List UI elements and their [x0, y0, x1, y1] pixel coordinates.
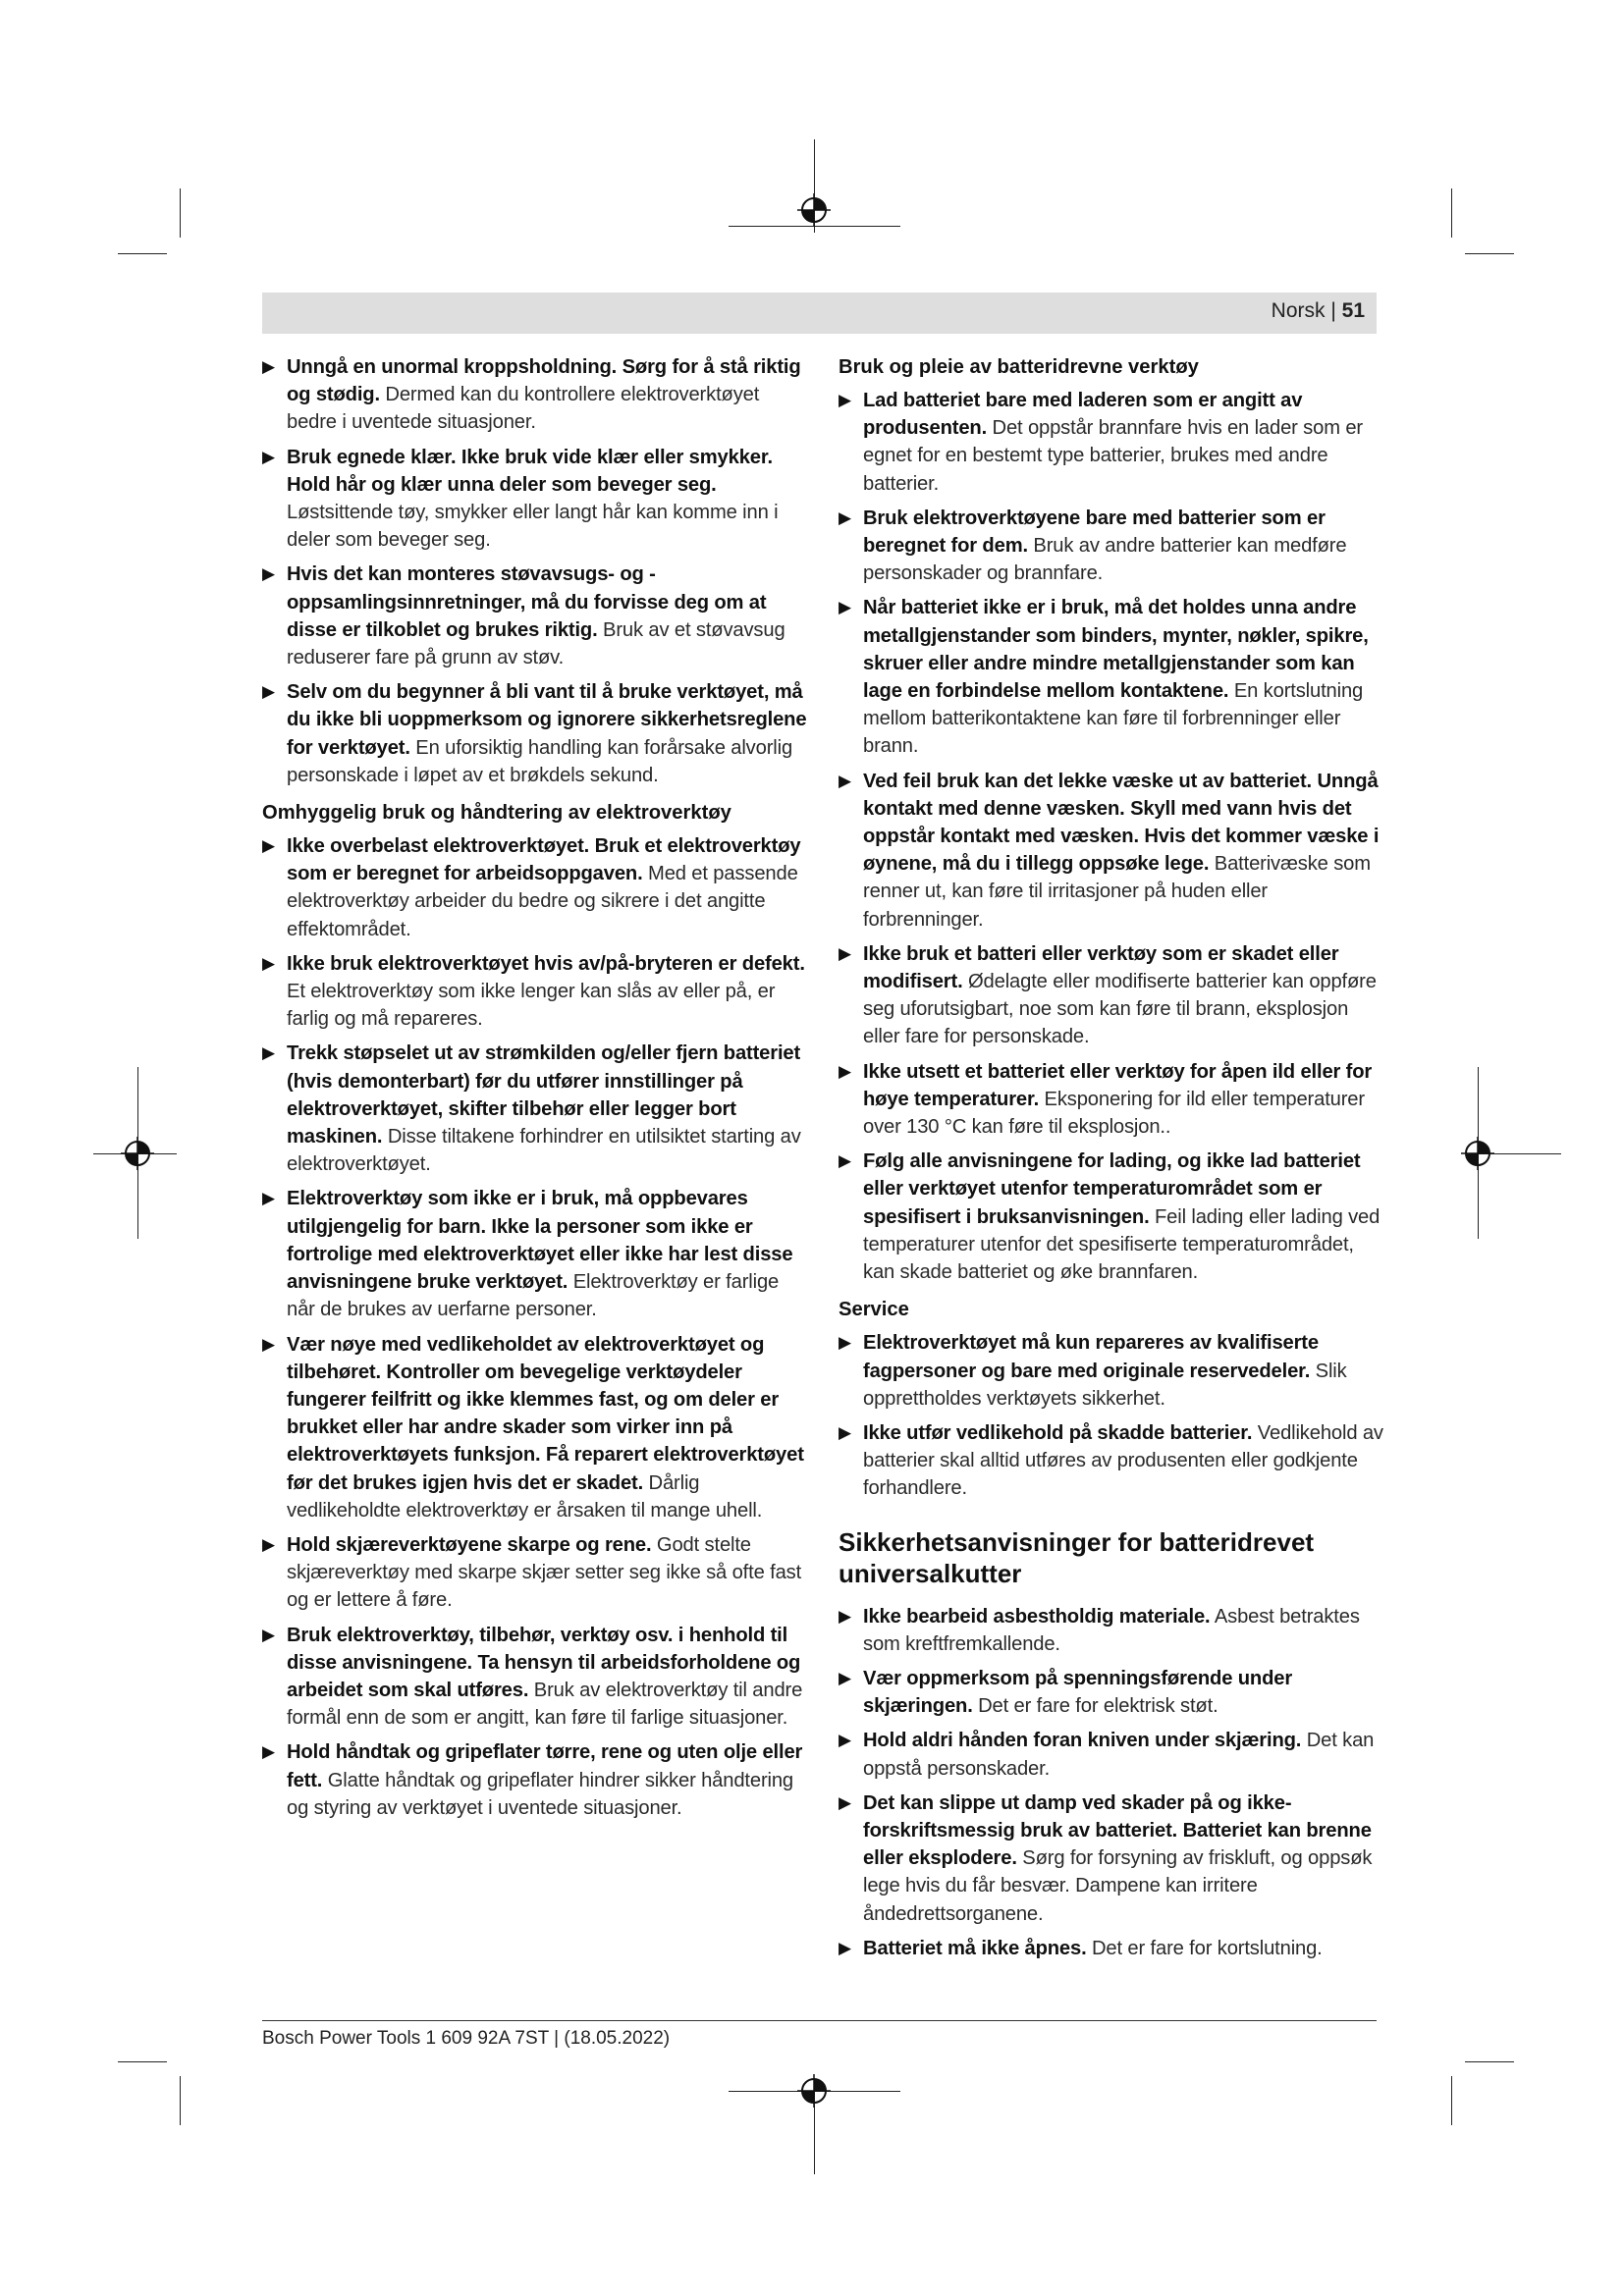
safety-instruction	[262, 832, 807, 943]
instruction-bold: Hold håndtak og gripeflater tørre, rene og uten olje eller fett.	[287, 1741, 803, 1791]
crop-mark	[118, 253, 167, 254]
left-column	[262, 353, 807, 1829]
instruction-bold: Ved feil bruk kan det lekke væske ut av batteriet. Unngå kontakt med denne væsken. Skyll med vann hvis det oppstår kontakt med væsken. Hvis det kommer væske i øynene, må du i tillegg oppsøke lege.	[863, 770, 1380, 876]
instruction-bold: Hold aldri hånden foran kniven under skjæring.	[863, 1730, 1302, 1752]
bullet-triangle-icon: ▶	[262, 564, 275, 584]
bullet-triangle-icon: ▶	[839, 1938, 851, 1957]
instruction-bold: Ikke utsett et batteriet eller verktøy for åpen ild eller for høye temperaturer.	[863, 1060, 1373, 1110]
instruction-text: Løstsittende tøy, smykker eller langt hår kan komme inn i deler som beveger seg.	[287, 502, 779, 552]
bullet-triangle-icon: ▶	[839, 1792, 851, 1812]
instruction-bold: Ikke utfør vedlikehold på skadde batterier.	[863, 1421, 1253, 1444]
safety-instruction	[262, 1185, 807, 1323]
instruction-text: Batterivæske som renner ut, kan føre til irritasjoner på huden eller forbrenninger.	[863, 853, 1371, 931]
instruction-text: Det er fare for kortslutning.	[1086, 1937, 1323, 1959]
safety-instruction	[839, 940, 1388, 1051]
bullet-triangle-icon: ▶	[839, 1731, 851, 1750]
instruction-text: Godt stelte skjæreverktøy med skarpe skjær setter seg ikke så ofte fast og er lettere å føre.	[287, 1533, 802, 1612]
instruction-text: Eksponering for ild eller temperaturer over 130 °C kan føre til eksplosjon..	[863, 1088, 1365, 1139]
bullet-triangle-icon: ▶	[839, 1606, 851, 1626]
instruction-bold: Unngå en unormal kroppsholdning. Sørg for å stå riktig og stødig.	[287, 356, 801, 406]
safety-instruction	[839, 1603, 1388, 1658]
instruction-bold: Ikke bruk elektroverktøyet hvis av/på-bryteren er defekt.	[287, 952, 805, 975]
crop-mark	[180, 2076, 181, 2125]
crop-mark	[1451, 188, 1452, 238]
bullet-triangle-icon: ▶	[262, 953, 275, 973]
header-separator: |	[1325, 299, 1342, 322]
crop-mark	[1465, 253, 1514, 254]
bullet-triangle-icon: ▶	[839, 507, 851, 527]
instruction-bold: Lad batteriet bare med laderen som er angitt av produsenten.	[863, 390, 1303, 440]
safety-instruction	[839, 1665, 1388, 1720]
instruction-bold: Det kan slippe ut damp ved skader på og ikke-forskriftsmessig bruk av batteriet. Batteriet kan brenne eller eksplodere.	[863, 1791, 1372, 1870]
safety-instruction	[262, 561, 807, 671]
page-header	[262, 293, 1377, 334]
instruction-bold: Vær oppmerksom på spenningsførende under skjæringen.	[863, 1667, 1293, 1718]
safety-instruction	[262, 1331, 807, 1524]
language-label: Norsk	[1271, 299, 1326, 322]
crop-mark	[1451, 2076, 1452, 2125]
instruction-text: Slik opprettholdes verktøyets sikkerhet.	[863, 1360, 1347, 1410]
bullet-triangle-icon: ▶	[839, 771, 851, 790]
bullet-triangle-icon: ▶	[839, 1422, 851, 1442]
instruction-bold: Bruk elektroverktøyene bare med batterier som er beregnet for dem.	[863, 507, 1326, 558]
instruction-bold: Batteriet må ikke åpnes.	[863, 1937, 1087, 1959]
section-subheading: Service	[839, 1299, 909, 1321]
instruction-text: Bruk av et støvavsug reduserer fare på grunn av støv.	[287, 618, 785, 669]
page-header-label	[1272, 299, 1365, 323]
instruction-bold: Selv om du begynner å bli vant til å bruke verktøyet, må du ikke bli uoppmerksom og ignorere sikkerhetsreglene for verktøyet.	[287, 681, 807, 759]
instruction-text: Vedlikehold av batterier skal alltid utføres av produsenten eller godkjente forhandlere.	[863, 1421, 1383, 1500]
crop-mark	[118, 2061, 167, 2062]
safety-instruction	[839, 1329, 1388, 1413]
instruction-text: Elektroverktøy er farlige når de brukes av uerfarne personer.	[287, 1271, 780, 1321]
instruction-text: Bruk av andre batterier kan medføre personskader og brannfare.	[863, 535, 1347, 585]
safety-instruction	[262, 678, 807, 789]
instruction-text: Sørg for forsyning av friskluft, og oppsøk lege hvis du får besvær. Dampene kan irritere åndedrettsorganene.	[863, 1847, 1373, 1925]
safety-instruction	[839, 1419, 1388, 1503]
instruction-text: Glatte håndtak og gripeflater hindrer sikker håndtering og styring av verktøyet i uventede situasjoner.	[287, 1769, 794, 1819]
instruction-text: Dermed kan du kontrollere elektroverktøyet bedre i uventede situasjoner.	[287, 384, 760, 434]
instruction-text: Med et passende elektroverktøy arbeider du bedre og sikrere i det angitte effektområdet.	[287, 863, 798, 940]
right-column	[839, 353, 1388, 1969]
bullet-triangle-icon: ▶	[839, 943, 851, 963]
safety-instruction	[839, 768, 1388, 934]
bullet-triangle-icon: ▶	[839, 1668, 851, 1687]
safety-instruction	[262, 1531, 807, 1615]
safety-instruction	[839, 1789, 1388, 1928]
instruction-text: Bruk av elektroverktøy til andre formål enn de som er angitt, kan føre til farlige situasjoner.	[287, 1679, 803, 1730]
footer-rule	[262, 2020, 1377, 2021]
instruction-bold: Følg alle anvisningene for lading, og ikke lad batteriet eller verktøyet utenfor temperaturområdet som er spesifisert i bruksanvisningen.	[863, 1150, 1361, 1228]
instruction-text: Dårlig vedlikeholdte elektroverktøy er årsaken til mange uhell.	[287, 1471, 763, 1522]
crop-mark	[180, 188, 181, 238]
section-subheading: Bruk og pleie av batteridrevne verktøy	[839, 356, 1199, 378]
safety-instruction	[262, 1622, 807, 1733]
safety-instruction	[262, 1738, 807, 1822]
bullet-triangle-icon: ▶	[262, 1189, 275, 1208]
instruction-text: En uforsiktig handling kan forårsake alvorlig personskade i løpet av et brøkdels sekund.	[287, 736, 793, 786]
instruction-bold: Ikke bruk et batteri eller verktøy som er skadet eller modifisert.	[863, 942, 1339, 993]
instruction-bold: Hvis det kan monteres støvavsugs- og -oppsamlingsinnretninger, må du forvisse deg om at disse er tilkoblet og brukes riktig.	[287, 563, 767, 641]
safety-instruction	[262, 950, 807, 1034]
safety-instruction	[839, 1935, 1388, 1962]
bullet-triangle-icon: ▶	[839, 391, 851, 409]
instruction-bold: Ikke bearbeid asbestholdig materiale.	[863, 1605, 1211, 1628]
safety-instruction	[839, 505, 1388, 588]
safety-instruction	[262, 353, 807, 437]
instruction-text: Asbest betraktes som kreftfremkallende.	[863, 1605, 1360, 1655]
instruction-bold: Elektroverktøyet må kun repareres av kvalifiserte fagpersoner og bare med originale reservedeler.	[863, 1332, 1319, 1382]
instruction-bold: Bruk elektroverktøy, tilbehør, verktøy osv. i henhold til disse anvisningene. Ta hensyn til arbeidsforholdene og arbeidet som skal utføres.	[287, 1624, 801, 1701]
section-subheading: Omhyggelig bruk og håndtering av elektroverktøy	[262, 802, 731, 825]
instruction-text: Et elektroverktøy som ikke lenger kan slås av eller på, er farlig og må repareres.	[287, 981, 776, 1031]
instruction-text: Feil lading eller lading ved temperaturer utenfor det spesifiserte temperaturområdet, kan skade batteriet og øke brannfaren.	[863, 1205, 1380, 1284]
page-footer: Bosch Power Tools 1 609 92A 7ST | (18.05.2022)	[262, 2028, 671, 2049]
instruction-text: Det kan oppstå personskader.	[863, 1730, 1375, 1780]
safety-instruction	[839, 594, 1388, 760]
safety-instruction	[839, 1058, 1388, 1142]
bullet-triangle-icon: ▶	[262, 1625, 275, 1644]
instruction-text: Ødelagte eller modifiserte batterier kan oppføre seg uforutsigbart, noe som kan føre til brann, eksplosjon eller fare for personskade.	[863, 971, 1377, 1048]
safety-instruction	[839, 1727, 1388, 1782]
bullet-triangle-icon: ▶	[839, 1151, 851, 1171]
bullet-triangle-icon: ▶	[262, 1334, 275, 1354]
instruction-bold: Ikke overbelast elektroverktøyet. Bruk et elektroverktøy som er beregnet for arbeidsoppgaven.	[287, 835, 801, 885]
crop-mark	[1465, 2061, 1514, 2062]
bullet-triangle-icon: ▶	[839, 1333, 851, 1353]
registration-target-icon	[1461, 1137, 1494, 1170]
safety-instruction	[262, 1040, 807, 1178]
instruction-text: En kortslutning mellom batterikontaktene kan føre til forbrenninger eller brann.	[863, 680, 1364, 758]
bullet-triangle-icon: ▶	[262, 1043, 275, 1063]
registration-target-icon	[797, 193, 831, 227]
bullet-triangle-icon: ▶	[262, 682, 275, 702]
safety-instruction	[839, 387, 1388, 498]
safety-instruction	[262, 444, 807, 555]
section-title: Sikkerhetsanvisninger for batteridrevet universalkutter	[839, 1526, 1315, 1588]
instruction-bold: Bruk egnede klær. Ikke bruk vide klær eller smykker. Hold hår og klær unna deler som beveger seg.	[287, 446, 773, 496]
bullet-triangle-icon: ▶	[262, 836, 275, 856]
instruction-bold: Elektroverktøy som ikke er i bruk, må oppbevares utilgjengelig for barn. Ikke la personer som ikke er fortrolige med elektroverktøyet eller ikke har lest disse anvisningene bruke verktøyet.	[287, 1188, 793, 1294]
instruction-bold: Hold skjæreverktøyene skarpe og rene.	[287, 1533, 652, 1556]
bullet-triangle-icon: ▶	[839, 1061, 851, 1081]
instruction-text: Det er fare for elektrisk støt.	[972, 1695, 1218, 1718]
instruction-bold: Vær nøye med vedlikeholdet av elektroverktøyet og tilbehøret. Kontroller om bevegelige verktøydeler fungerer feilfritt og ikke klemmes fast, og om deler er brukket eller har andre skader som virker inn på elektroverktøyets funksjon. Få reparert elektroverktøyet før det brukes igjen hvis det er skadet.	[287, 1333, 804, 1494]
bullet-triangle-icon: ▶	[262, 447, 275, 466]
registration-target-icon	[797, 2074, 831, 2108]
registration-target-icon	[121, 1137, 154, 1170]
instruction-text: Det oppstår brannfare hvis en lader som er egnet for en bestemt type batterier, brukes med andre batterier.	[863, 417, 1363, 495]
bullet-triangle-icon: ▶	[839, 598, 851, 617]
bullet-triangle-icon: ▶	[262, 1742, 275, 1762]
bullet-triangle-icon: ▶	[262, 357, 275, 376]
instruction-bold: Når batteriet ikke er i bruk, må det holdes unna andre metallgjenstander som binders, mynter, nøkler, spikre, skruer eller andre mindre metallgjenstander som kan lage en forbindelse mellom kontaktene.	[863, 597, 1369, 703]
page-number: 51	[1341, 299, 1365, 322]
instruction-bold: Trekk støpselet ut av strømkilden og/eller fjern batteriet (hvis demonterbart) før du utfører innstillinger på elektroverktøyet, skifter tilbehør eller legger bort maskinen.	[287, 1042, 801, 1148]
instruction-text: Disse tiltakene forhindrer en utilsiktet starting av elektroverktøyet.	[287, 1126, 801, 1176]
safety-instruction	[839, 1148, 1388, 1286]
bullet-triangle-icon: ▶	[262, 1534, 275, 1554]
